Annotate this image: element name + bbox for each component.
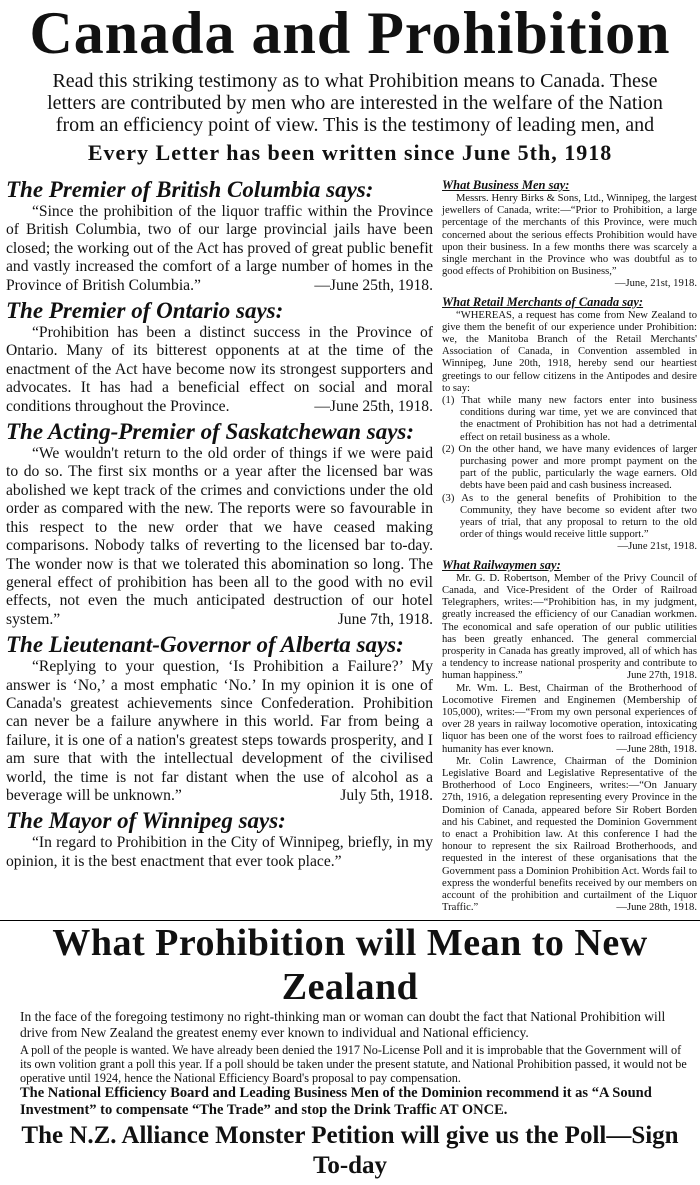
- letter-body: Messrs. Henry Birks & Sons, Ltd., Winnipeg, the largest jewellers of Canada, write:—“Prior to Prohibition, a large percentage of the merchants of this Province, were much concerned about the serious effects Prohibition would have upon their business. In a few months there was scarcely a single merchant in the Province who was doubtful as to good effects of Prohibition on Business,”: [442, 193, 697, 278]
- recommendation: The National Efficiency Board and Leading Business Men of the Dominion recommend it as “A Sound Investment” to compensate “The Trade” and stop the Drink Traffic AT ONCE.: [20, 1085, 652, 1119]
- testimony-body: [6, 445, 433, 629]
- letter-body: Mr. Colin Lawrence, Chairman of the Dominion Legislative Board and Legislative Representative of the Brotherhood of Loco Engineers, writes:—“On January 27th, 1916, a delegation representing every Province in the Dominion of Canada, appeared before Sir Robert Borden and his Cabinet, and requested the Dominion Government to enact a Prohibition law. At this conference I had the honour to represent the six Railroad Brotherhoods, and requested in the interest of these organisations that the Government pass a Dominion Prohibition Act. Words fail to express the wonderful benefits received by our members on account of the prohibition and curtailment of the Liquor Traffic.”: [442, 755, 697, 914]
- testimony-text: “Prohibition has been a distinct success in the Province of Ontario. Many of its bitterest opponents at at the time of the enactment of the Act have become now its strongest supporters and advocates. It has had a beneficial effect on social and moral conditions throughout the Province.: [6, 324, 433, 415]
- railway-letter: [442, 756, 697, 915]
- new-zealand-section: [0, 920, 700, 1185]
- railway-heading: What Railwaymen say:: [442, 557, 561, 572]
- testimony-text: “In regard to Prohibition in the City of Winnipeg, briefly, in my opinion, it is the best enactment that ever took place.”: [6, 834, 433, 870]
- point-text: (3) As to the general benefits of Prohibition to the Community, they have become so evident after two years of trial, that any proposal to return to the old order of things would receive little support.”: [442, 492, 697, 541]
- testimony-text: “We wouldn't return to the old order of things if we were paid to do so. The first six months or a year after the licensed bar was abolished we kept track of the crimes and convictions under the old order as compared with the new. The reports were so favourable in this respect to the new order that we have ceased making comparisons. Nobody talks of reverting to the licensed bar to-day. The wonder now is that we tolerated this abomination so long. The general effect of prohibition has been all to the good with no evil effects, not even the much anticipated destruction of our hotel system.”: [6, 445, 433, 628]
- testimony-heading: The Premier of Ontario says:: [6, 298, 284, 324]
- letter-date: —June, 21st, 1918.: [614, 278, 697, 290]
- letter-body: Mr. Wm. L. Best, Chairman of the Brotherhood of Locomotive Firemen and Enginemen (Membership of 105,000), writes:—“From my own personal experiences of over 28 years in railway locomotive operation, intoxicating liquor has been one of the worst foes to railroad efficiency humanity has ever known.: [442, 682, 697, 755]
- testimony-text: “Since the prohibition of the liquor traffic within the Province of British Columbia, two of our large provincial jails have been closed; the working out of the Act has proved of great public benefit and vastly increased the comfort of a large number of homes in the Province of British Columbia.”: [6, 203, 433, 294]
- testimony-heading: The Premier of British Columbia says:: [6, 177, 374, 202]
- testimony-date: —June 25th, 1918.: [314, 276, 433, 294]
- testimony-date: June 7th, 1918.: [337, 610, 433, 628]
- two-columns: [0, 174, 700, 920]
- intro-text: Read this striking testimony as to what Prohibition means to Canada. These letters are contributed by men who are interested in the welfare of the Nation from an efficiency point of view. This is the testimony of leading men, and: [47, 70, 663, 136]
- letter-date: —June 28th, 1918.: [616, 743, 697, 755]
- railway-letter: [442, 683, 697, 756]
- testimony-heading: The Acting-Premier of Saskatchewan says:: [6, 419, 415, 445]
- right-column: [437, 174, 700, 914]
- letter-date: —June 21st, 1918.: [617, 541, 697, 553]
- paragraph: A poll of the people is wanted. We have already been denied the 1917 No-License Poll and it is improbable that the Government will of its own volition grant a poll this year. If a poll should be taken under the present statute, and National Prohibition passed, it would not be operative until 1924, hence the National Efficiency Board's proposal to pay compensation.: [20, 1043, 687, 1086]
- retail-letter: “WHEREAS, a request has come from New Zealand to give them the benefit of our experience under Prohibition: we, the Manitoba Branch of the Retail Merchants' Association of Canada, in Convention assembled in Winnipeg, June 20th, 1918, hereby send our heartiest greetings to our fellow citizens in the Antipodes and desire to say:: [442, 309, 697, 394]
- retail-point: (2) On the other hand, we have many evidences of larger purchasing power and more prompt payment on the part of the public, particularly the wage earners. Old debts have been paid and cash business increased.: [442, 443, 697, 492]
- letter-body: Mr. G. D. Robertson, Member of the Privy Council of Canada, and Vice-President of the Order of Railroad Telegraphers, writes:—“Prohibition has, in my judgment, greatly increased the efficiency of our Canadian workmen. The economical and safe operation of our public utilities has been greatly enhanced. The general commercial prosperity in Canada has greatly improved, all of which has a tendency to increase national prosperity and contribute to human happiness.”: [442, 572, 697, 682]
- testimony-body: [6, 324, 433, 416]
- testimony-body: [6, 658, 433, 805]
- testimony-heading: The Mayor of Winnipeg says:: [6, 808, 286, 834]
- business-letter: [442, 193, 697, 291]
- testimony-date: July 5th, 1918.: [340, 786, 433, 804]
- retail-point: (1) That while many new factors enter into business conditions during war time, yet we are convinced that the enactment of Prohibition has not had a detrimental effect on retail business as a whole.: [442, 395, 697, 443]
- section-title: What Prohibition will Mean to New Zealand: [52, 922, 648, 1009]
- retail-point: [442, 493, 697, 554]
- letter-date: —June 28th, 1918.: [616, 902, 697, 914]
- testimony-date: —June 25th, 1918.: [314, 397, 433, 415]
- testimony-text: “Replying to your question, ‘Is Prohibition a Failure?’ My answer is ‘No,’ a most emphatic ‘No.’ In my opinion it is one of Canada's greatest achievements since Confederation. Prohibition can never be a failure anywhere in this world. Far from being a failure, it is one of a nation's greatest steps towards prosperity, and I am sure that with the intellectual development of the civilised world, the time is not far distant when the use of alcohol as a beverage will be unknown.”: [6, 658, 433, 804]
- business-heading: What Business Men say:: [442, 178, 570, 192]
- letter-date: June 27th, 1918.: [626, 670, 697, 682]
- paragraph: In the face of the foregoing testimony no right-thinking man or woman can doubt the fact that National Prohibition will drive from New Zealand the greatest enemy ever known to individual and National efficiency.: [20, 1009, 666, 1040]
- every-letter-banner: Every Letter has been written since June 5th, 1918: [87, 140, 613, 165]
- page-title: Canada and Prohibition: [29, 0, 671, 66]
- railway-letter: [442, 573, 697, 683]
- left-column: [0, 174, 437, 871]
- testimony-body: [6, 203, 433, 295]
- testimony-body: [6, 834, 433, 871]
- petition-call: The N.Z. Alliance Monster Petition will give us the Poll—Sign To-day: [21, 1122, 679, 1180]
- retail-heading: What Retail Merchants of Canada say:: [442, 294, 644, 309]
- testimony-heading: The Lieutenant-Governor of Alberta says:: [6, 632, 404, 658]
